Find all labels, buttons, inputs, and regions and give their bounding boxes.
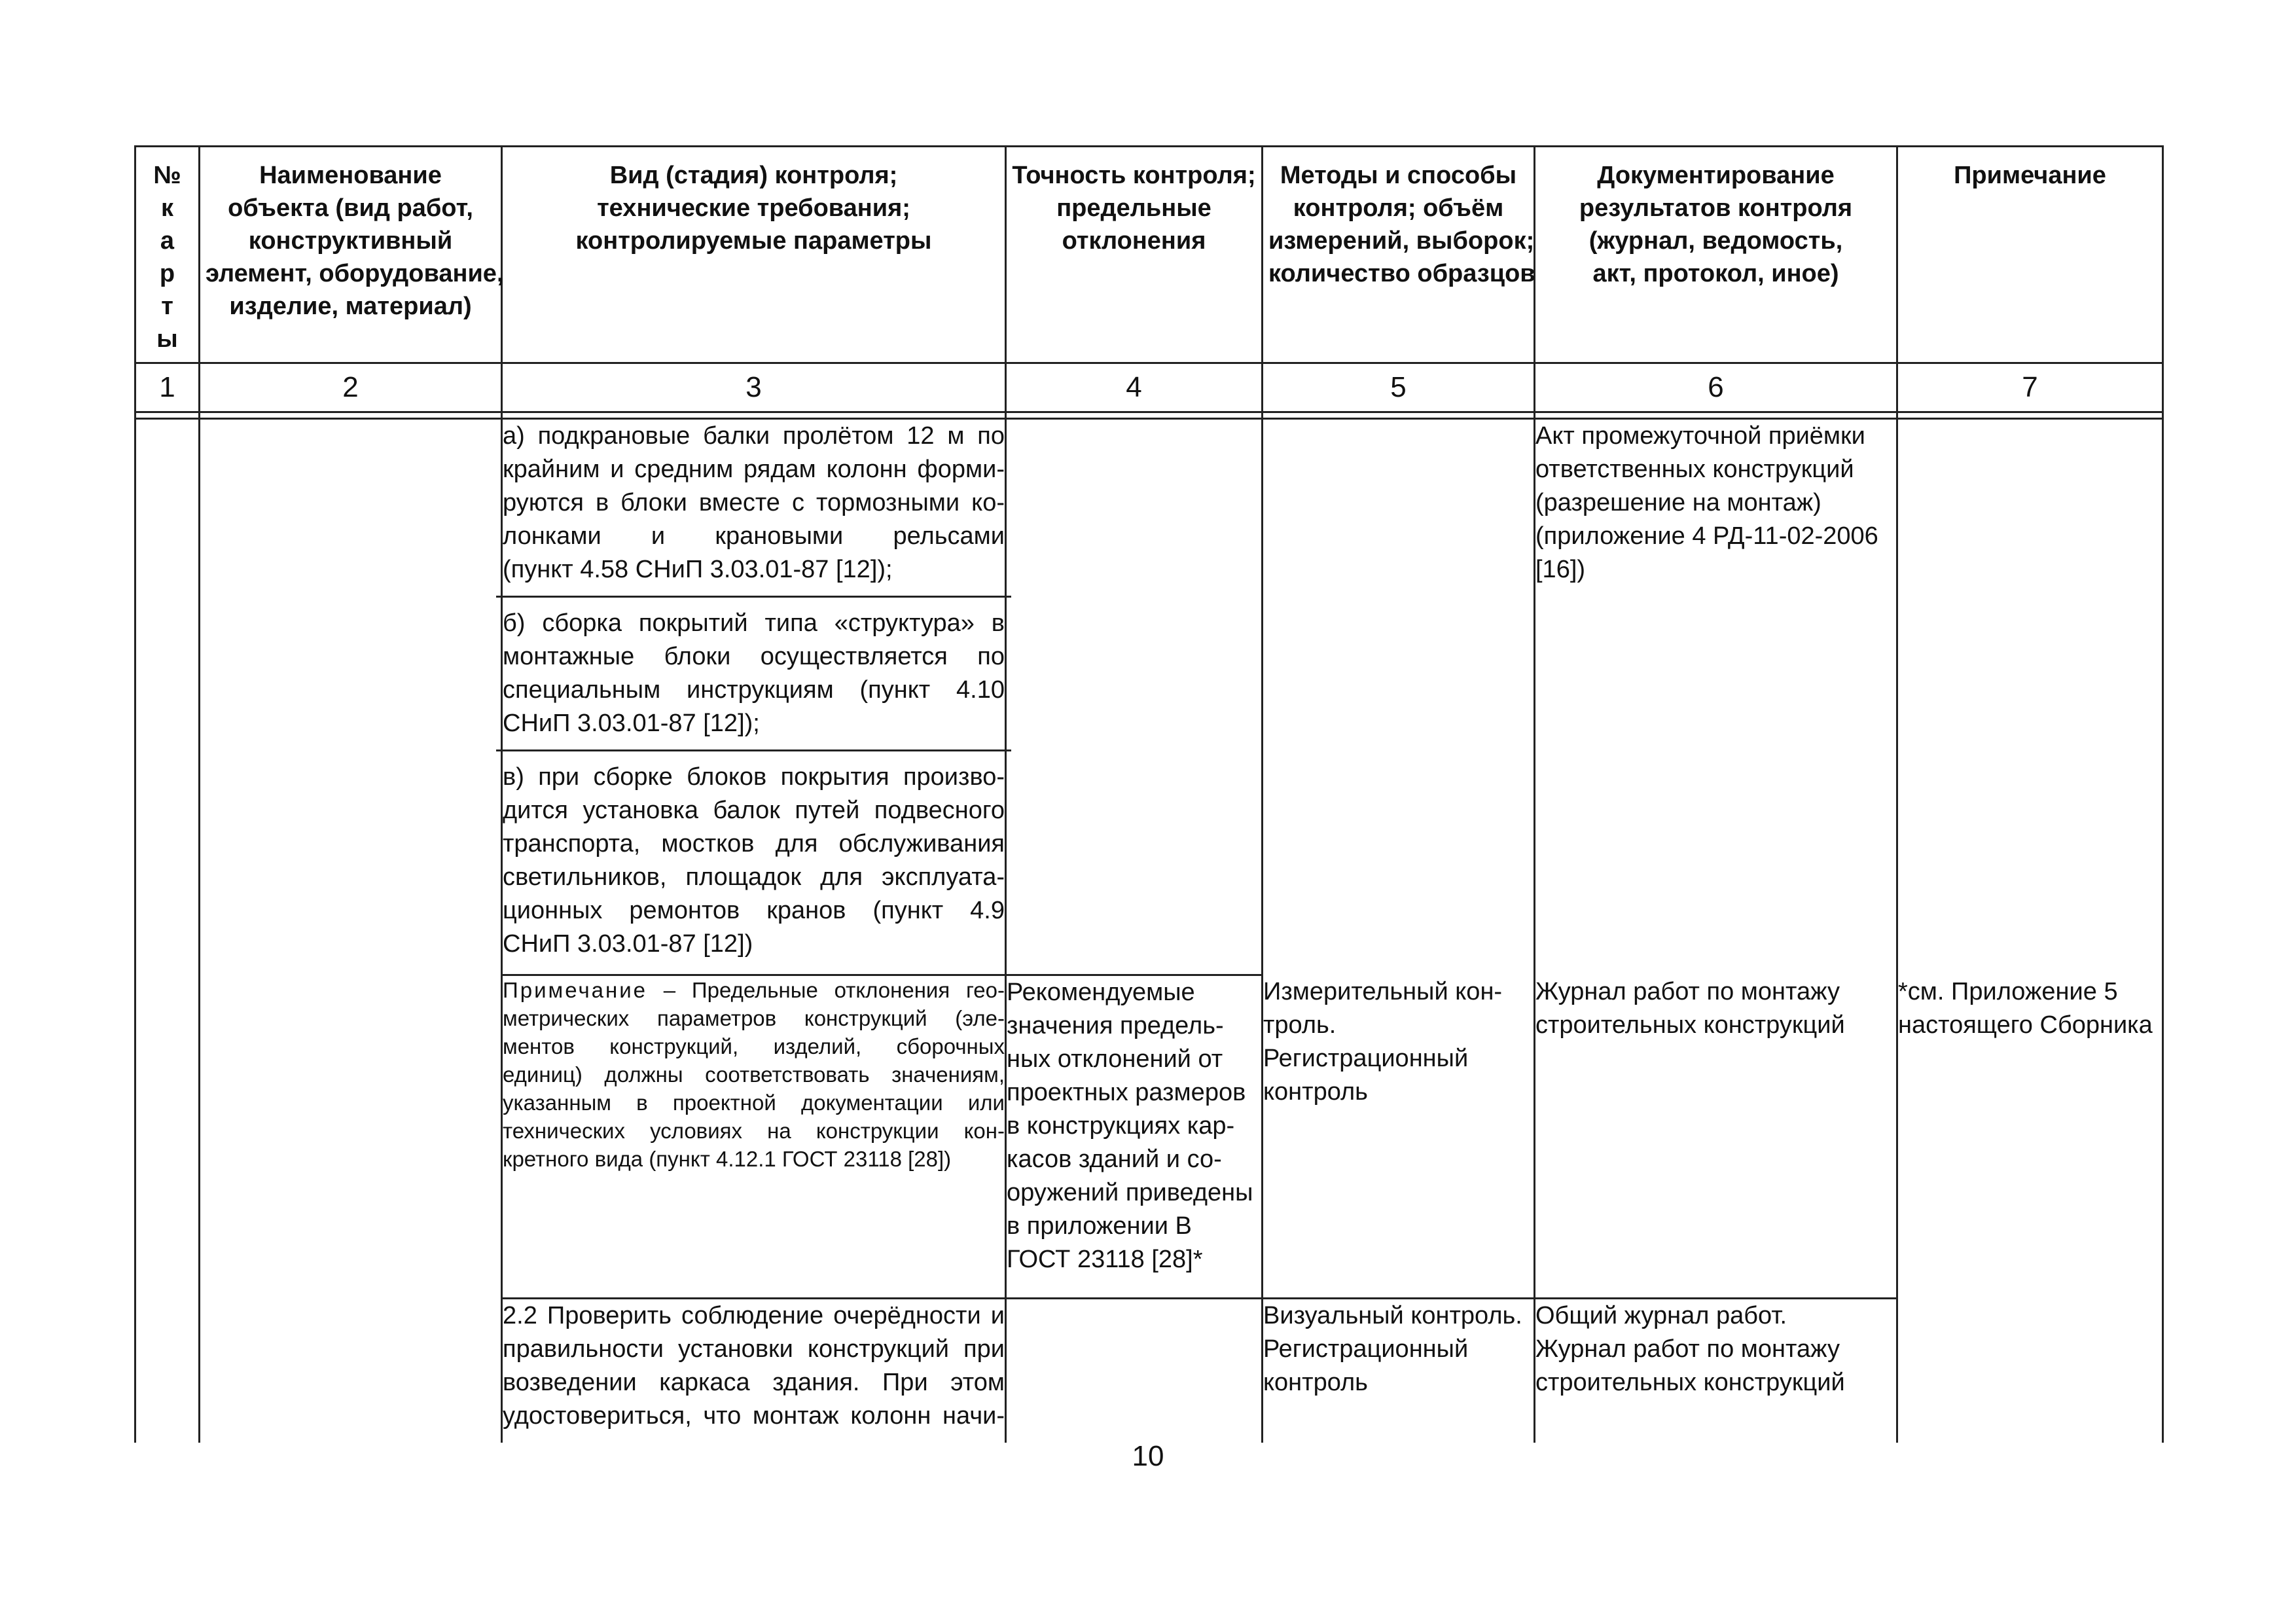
header-text: Примечание: [1954, 162, 2106, 189]
header-text: элемент, оборудование,: [206, 260, 504, 287]
text-line: оружений приведены: [1007, 1179, 1253, 1206]
text-line: Измерительный кон-: [1263, 977, 1503, 1005]
text-line: ответственных конструкций: [1535, 456, 1854, 483]
header-text: т: [161, 293, 173, 320]
text-line: специальным инструкциям (пункт 4.10: [503, 676, 1005, 704]
cell-object: [200, 419, 502, 975]
header-text: Методы и способы: [1280, 162, 1517, 189]
header-text: объекта (вид работ,: [228, 194, 473, 222]
text-line: дится установка балок путей подвесного: [503, 797, 1005, 824]
text-line: монтажные блоки осуществляется по: [503, 643, 1005, 670]
text-line: (разрешение на монтаж): [1535, 489, 1821, 516]
text-line: в приложении В: [1007, 1212, 1192, 1240]
text-line: Рекомендуемые: [1007, 979, 1195, 1006]
text-line: кретного вида (пункт 4.12.1 ГОСТ 23118 [28]): [503, 1147, 952, 1171]
text-line: ных отклонений от: [1007, 1045, 1223, 1073]
cell-methods-2-2: [1263, 1299, 1535, 1443]
cell-object: [200, 1299, 502, 1443]
header-text: (журнал, ведомость,: [1588, 227, 1843, 255]
text-line: Журнал работ по монтажу: [1535, 1335, 1840, 1363]
header-text: отклонения: [1062, 227, 1206, 255]
cell-documentation-note: [1535, 975, 1897, 1299]
text-line: строительных конструкций: [1535, 1369, 1845, 1396]
header-text: Документирование: [1597, 162, 1835, 189]
text-line: технических условиях на конструкции кон-: [503, 1119, 1005, 1143]
text-line: [16]): [1535, 556, 1586, 583]
column-number: 7: [1897, 363, 2163, 412]
text-line: метрических параметров конструкций (эле-: [503, 1006, 1005, 1030]
note-paragraph: [503, 976, 1005, 1173]
column-number: 1: [135, 363, 200, 412]
requirement-item-c: [503, 761, 1005, 961]
cell-documentation: [1535, 419, 1897, 975]
text-line: 2.2 Проверить соблюдение очерёдности и: [503, 1302, 1005, 1329]
text-line: *см. Приложение 5: [1898, 977, 2118, 1005]
text-line: (приложение 4 РД-11-02-2006: [1535, 522, 1878, 550]
cell-item-2-2: [502, 1299, 1006, 1443]
cell-accuracy-2-2: [1006, 1299, 1263, 1443]
text-line: транспорта, мостков для обслуживания: [503, 830, 1005, 857]
header-text: а: [160, 227, 175, 255]
cell-remark: [1897, 419, 2163, 975]
header-text: ы: [156, 325, 178, 353]
text-line: контроль: [1263, 1077, 1368, 1106]
table-row: [135, 975, 2163, 1299]
header-text: конструктивный: [248, 227, 453, 255]
header-text: к: [160, 194, 174, 222]
header-text: измерений, выборок;: [1268, 227, 1535, 255]
header-text: №: [153, 162, 181, 189]
text-line: ГОСТ 23118 [28]*: [1007, 1246, 1203, 1273]
header-text: Вид (стадия) контроля;: [609, 162, 898, 189]
text-line: ционных ремонтов кранов (пункт 4.9: [503, 897, 1005, 924]
header-object-name: [200, 147, 502, 363]
column-number: 2: [200, 363, 502, 412]
text-line: контроль: [1263, 1369, 1368, 1396]
text-line: в конструкциях кар-: [1007, 1112, 1235, 1140]
text-line: удостовериться, что монтаж колонн начи-: [503, 1402, 1005, 1430]
text-line: крайним и средним рядам колонн форми-: [503, 456, 1005, 483]
text-line: Журнал работ по монтажу: [1535, 977, 1840, 1005]
requirements-table: [134, 145, 2164, 1443]
cell-note: [502, 975, 1006, 1299]
text-line: строительных конструкций: [1535, 1011, 1845, 1039]
cell-documentation-2-2: [1535, 1299, 1897, 1443]
text-line: проектных размеров: [1007, 1079, 1246, 1106]
text-line: указанным в проектной документации или: [503, 1091, 1005, 1115]
double-rule-gap: [135, 412, 2163, 419]
cell-methods-note: [1263, 975, 1535, 1299]
text-line: в) при сборке блоков покрытия произво-: [503, 763, 1005, 791]
text-line: руются в блоки вместе с тормозными ко-: [503, 489, 1005, 516]
column-number: 3: [502, 363, 1006, 412]
header-row: [135, 147, 2163, 363]
header-text: контролируемые параметры: [575, 227, 932, 255]
text-line: настоящего Сборника: [1898, 1011, 2153, 1039]
text-line: Регистрационный: [1263, 1335, 1469, 1363]
text-line: Акт промежуточной приёмки: [1535, 422, 1865, 450]
page-number: 10: [1132, 1440, 1164, 1472]
text-line: СНиП 3.03.01-87 [12]): [503, 930, 753, 958]
text-line: Визуальный контроль.: [1263, 1302, 1522, 1329]
text-line: возведении каркаса здания. При этом: [503, 1369, 1005, 1396]
text-line: правильности установки конструкций при: [503, 1335, 1005, 1363]
header-remark: [1897, 147, 2163, 363]
table-row: [135, 419, 2163, 975]
header-text: р: [159, 260, 175, 287]
text-line: касов зданий и со-: [1007, 1146, 1222, 1173]
header-text: контроля; объём: [1293, 194, 1504, 222]
cell-methods: [1263, 419, 1535, 975]
cell-remark-2-2: [1897, 1299, 2163, 1443]
text-line: Регистрационный: [1263, 1044, 1469, 1072]
header-text: акт, протокол, иное): [1592, 260, 1839, 287]
requirement-item-b: [503, 607, 1005, 740]
cell-remark-note: [1897, 975, 2163, 1299]
text-line: лонками и крановыми рельсами: [503, 522, 1005, 550]
header-card-number: [135, 147, 200, 363]
header-control-type: [502, 147, 1006, 363]
column-number: 6: [1535, 363, 1897, 412]
text-line: единиц) должны соответствовать значениям,: [503, 1062, 1005, 1087]
cell-requirements: [502, 419, 1006, 975]
text-line: значения предель-: [1007, 1012, 1224, 1039]
text-line: а) подкрановые балки пролётом 12 м по: [503, 422, 1005, 450]
table-row: [135, 1299, 2163, 1443]
header-text: Наименование: [259, 162, 442, 189]
text-line: ментов конструкций, изделий, сборочных: [503, 1034, 1005, 1058]
header-text: предельные: [1056, 194, 1211, 222]
header-text: количество образцов: [1268, 260, 1535, 287]
requirement-item-a: [503, 420, 1005, 586]
text-line: (пункт 4.58 СНиП 3.03.01-87 [12]);: [503, 556, 893, 583]
text-line: троль.: [1263, 1011, 1336, 1039]
header-documentation: [1535, 147, 1897, 363]
note-label: Примечание: [503, 978, 648, 1002]
cell-object: [200, 975, 502, 1299]
text-line: Общий журнал работ.: [1535, 1302, 1787, 1329]
cell-card-number: [135, 419, 200, 975]
header-text: изделие, материал): [229, 293, 472, 320]
header-text: Точность контроля;: [1012, 162, 1256, 189]
header-accuracy: [1006, 147, 1263, 363]
header-text: технические требования;: [597, 194, 910, 222]
column-number: 5: [1263, 363, 1535, 412]
text-line: СНиП 3.03.01-87 [12]);: [503, 710, 760, 737]
header-text: результатов контроля: [1579, 194, 1853, 222]
header-methods: [1263, 147, 1535, 363]
cell-card-number: [135, 975, 200, 1299]
text-line: – Предельные отклонения гео-: [663, 978, 1005, 1002]
cell-accuracy: [1006, 419, 1263, 975]
text-line: светильников, площадок для эксплуата-: [503, 863, 1005, 891]
column-number: 4: [1006, 363, 1263, 412]
column-number-row: [135, 363, 2163, 412]
text-line: б) сборка покрытий типа «структура» в: [503, 609, 1005, 637]
cell-accuracy-note: [1006, 975, 1263, 1299]
cell-card-number: [135, 1299, 200, 1443]
